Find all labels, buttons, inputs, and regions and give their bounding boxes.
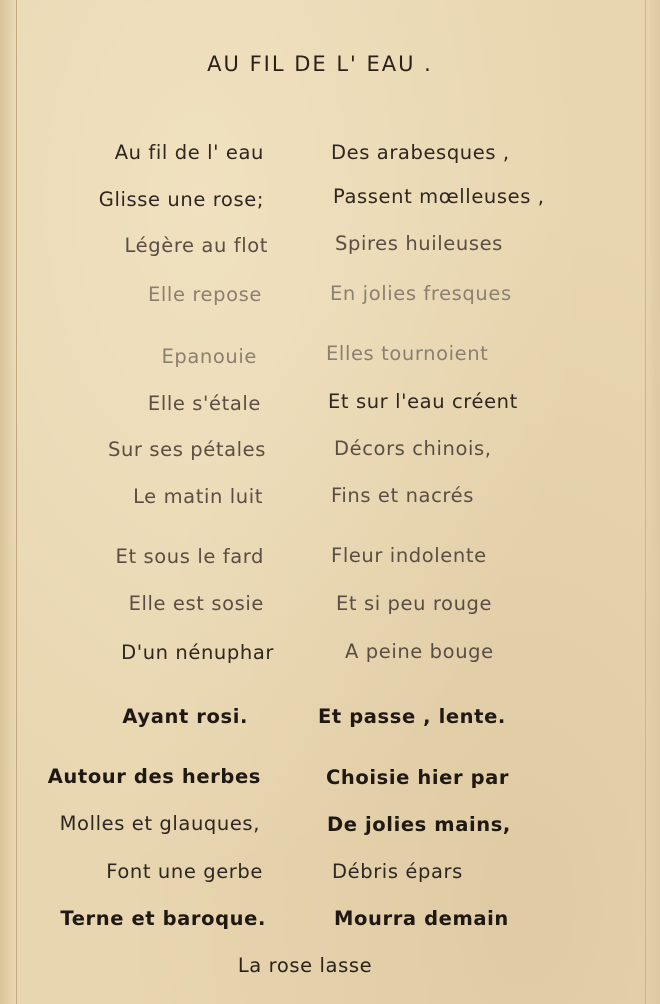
- stanza2-left-line4: Le matin luit: [133, 485, 263, 508]
- stanza3-right-line2: Et si peu rouge: [336, 592, 493, 615]
- stanza1-right-line2: Passent mœlleuses ,: [333, 185, 545, 208]
- page-right-edge: [645, 0, 660, 1004]
- stanza1-left-line3: Légère au flot: [124, 234, 268, 257]
- stanza2-right-line1: Elles tournoient: [326, 342, 489, 365]
- stanza1-right-line4: En jolies fresques: [330, 282, 512, 305]
- stanza4-left-line4: Terne et baroque.: [60, 907, 266, 930]
- stanza4-left-line1: Autour des herbes: [47, 765, 261, 788]
- stanza3-left-line3: D'un nénuphar: [121, 641, 274, 664]
- stanza4-right-line2: De jolies mains,: [327, 813, 511, 836]
- stanza4-left-line3: Font une gerbe: [106, 860, 263, 883]
- stanza1-left-line1: Au fil de l' eau: [114, 141, 264, 164]
- stanza3-right-line1: Fleur indolente: [331, 544, 487, 567]
- stanza1-left-line4: Elle repose: [147, 283, 262, 306]
- stanza2-right-line2: Et sur l'eau créent: [328, 390, 518, 413]
- stanza1-right-line1: Des arabesques ,: [331, 141, 510, 164]
- page-left-edge: [0, 0, 17, 1004]
- stanza3-left-line4: Ayant rosi.: [122, 705, 248, 728]
- stanza1-left-line2: Glisse une rose;: [98, 188, 264, 211]
- stanza2-right-line3: Décors chinois,: [334, 437, 492, 460]
- stanza4-right-line3: Débris épars: [332, 860, 463, 883]
- stanza3-right-line3: A peine bouge: [345, 640, 494, 663]
- stanza2-left-line1: Epanouie: [161, 345, 257, 368]
- stanza3-left-line2: Elle est sosie: [128, 592, 264, 615]
- stanza2-right-line4: Fins et nacrés: [331, 484, 474, 507]
- stanza2-left-line3: Sur ses pétales: [107, 438, 266, 461]
- poem-final-line: La rose lasse: [237, 954, 373, 977]
- stanza4-right-line4: Mourra demain: [334, 907, 509, 930]
- stanza4-right-line1: Choisie hier par: [326, 766, 510, 789]
- stanza3-left-line1: Et sous le fard: [115, 545, 264, 568]
- poem-title: AU FIL DE L' EAU .: [207, 52, 433, 76]
- stanza1-right-line3: Spires huileuses: [335, 232, 503, 255]
- stanza4-left-line2: Molles et glauques,: [59, 812, 260, 835]
- stanza2-left-line2: Elle s'étale: [147, 392, 261, 415]
- stanza3-right-line4: Et passe , lente.: [318, 705, 506, 728]
